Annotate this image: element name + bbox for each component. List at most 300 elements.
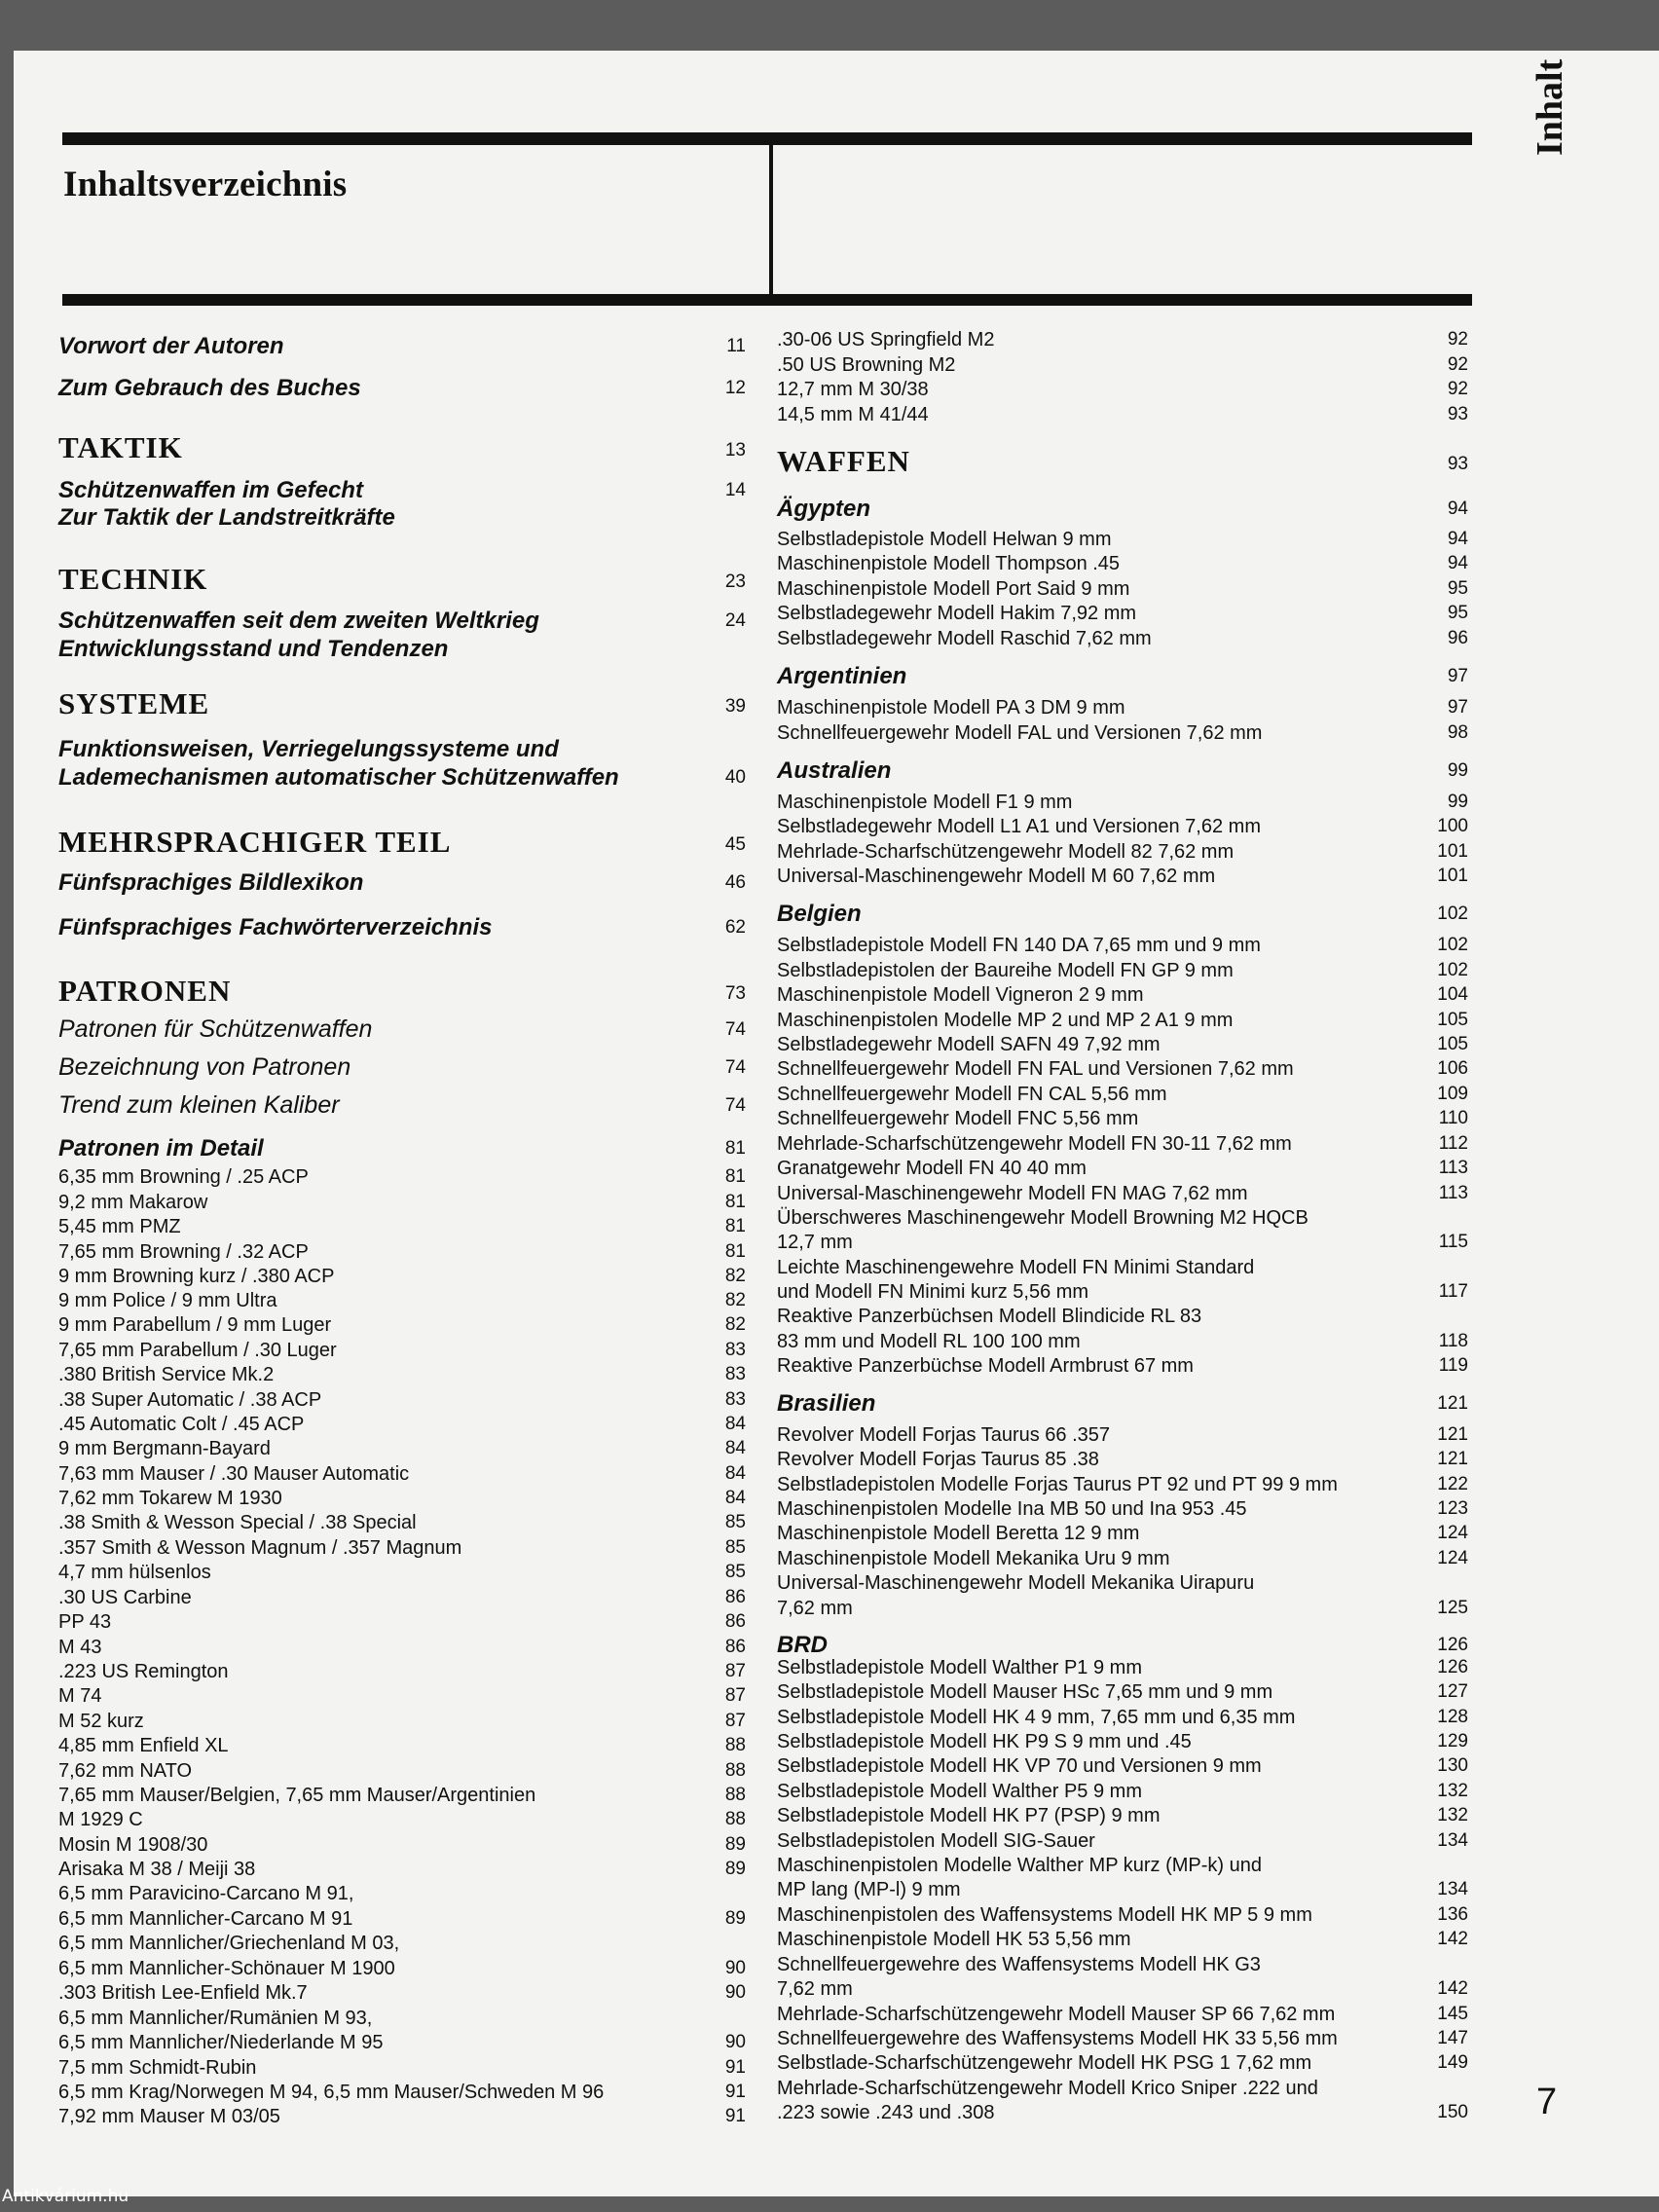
toc-entry — [58, 1290, 746, 1312]
toc-page-number: 129 — [1437, 1731, 1468, 1751]
toc-page-number: 82 — [724, 1266, 746, 1286]
toc-entry-title: PP 43 — [58, 1611, 112, 1633]
toc-page-number: 24 — [724, 610, 746, 631]
toc-page-number: 11 — [726, 336, 746, 356]
toc-entry-title: SYSTEME — [58, 686, 210, 720]
toc-entry-title: Fünfsprachiges Fachwörterverzeichnis — [58, 914, 493, 940]
toc-entry-title: 6,5 mm Mannlicher/Griechenland M 03, — [58, 1933, 400, 1954]
toc-entry-title: 7,62 mm Tokarew M 1930 — [58, 1488, 282, 1509]
toc-entry-title: Arisaka M 38 / Meiji 38 — [58, 1859, 256, 1880]
toc-entry-title: 7,65 mm Browning / .32 ACP — [58, 1241, 309, 1263]
toc-page-number: 102 — [1437, 935, 1468, 955]
toc-subheading — [777, 1632, 1468, 1659]
toc-page-number: 96 — [1447, 628, 1468, 648]
toc-entry-title: Lademechanismen automatischer Schützenwaffen — [58, 764, 619, 791]
toc-entry-title: Maschinenpistole Modell HK 53 5,56 mm — [777, 1929, 1131, 1950]
toc-entry-title: Zum Gebrauch des Buches — [58, 375, 361, 401]
toc-entry — [777, 553, 1468, 575]
toc-entry-title: 83 mm und Modell RL 100 100 mm — [777, 1331, 1081, 1352]
toc-page-number: 147 — [1437, 2028, 1468, 2048]
toc-page-number: 74 — [724, 1095, 746, 1116]
toc-entry-title: 6,5 mm Mannlicher-Carcano M 91 — [58, 1908, 353, 1930]
toc-entry — [58, 1241, 746, 1264]
toc-entry — [777, 935, 1468, 957]
toc-entry-title: Mehrlade-Scharfschützengewehr Modell Krico Sniper .222 und — [777, 2078, 1318, 2099]
toc-page-number: 87 — [724, 1711, 746, 1731]
toc-page-number: 98 — [1447, 722, 1468, 743]
toc-entry — [777, 960, 1468, 982]
toc-entry-title: Selbstladegewehr Modell SAFN 49 7,92 mm — [777, 1034, 1161, 1055]
toc-entry-title: Zur Taktik der Landstreitkräfte — [58, 504, 395, 531]
toc-entry-title: 9 mm Parabellum / 9 mm Luger — [58, 1314, 332, 1336]
toc-page-number: 150 — [1437, 2102, 1468, 2122]
toc-page-number: 126 — [1437, 1635, 1468, 1655]
toc-page-number: 91 — [724, 2106, 746, 2126]
toc-entry-title: 6,5 mm Mannlicher/Rumänien M 93, — [58, 2008, 373, 2029]
toc-entry — [58, 504, 746, 532]
toc-entry-title: 14,5 mm M 41/44 — [777, 404, 929, 425]
toc-entry — [777, 1954, 1468, 1976]
toc-entry-title: Schnellfeuergewehr Modell FAL und Versionen 7,62 mm — [777, 722, 1263, 744]
toc-entry-title: Maschinenpistole Modell Vigneron 2 9 mm — [777, 984, 1144, 1006]
toc-entry — [58, 1015, 746, 1044]
toc-entry-title: Argentinien — [777, 663, 907, 689]
toc-page-number: 121 — [1437, 1449, 1468, 1469]
toc-entry — [777, 816, 1468, 838]
toc-entry-title: Selbstladepistole Modell Walther P1 9 mm — [777, 1657, 1142, 1678]
toc-entry-title: Schützenwaffen im Gefecht — [58, 477, 363, 503]
toc-page-number: 86 — [724, 1611, 746, 1632]
toc-entry-title: Schnellfeuergewehr Modell FN FAL und Versionen 7,62 mm — [777, 1058, 1294, 1080]
toc-page-number: 104 — [1437, 984, 1468, 1005]
top-rule — [62, 132, 1472, 145]
toc-entry — [58, 1091, 746, 1120]
toc-entry — [58, 1266, 746, 1288]
toc-entry — [777, 1548, 1468, 1570]
toc-entry — [58, 2082, 746, 2104]
column-divider — [769, 132, 773, 306]
toc-entry-title: 7,65 mm Mauser/Belgien, 7,65 mm Mauser/Argentinien — [58, 1785, 536, 1806]
toc-entry — [58, 1414, 746, 1436]
toc-page-number: 136 — [1437, 1904, 1468, 1925]
toc-entry — [777, 1805, 1468, 1827]
toc-page-number: 40 — [724, 767, 746, 788]
toc-entry — [58, 1216, 746, 1238]
toc-entry — [777, 1657, 1468, 1679]
toc-entry — [58, 1834, 746, 1857]
toc-entry — [58, 1611, 746, 1634]
toc-entry-title: 6,35 mm Browning / .25 ACP — [58, 1166, 309, 1188]
toc-page-number: 122 — [1437, 1474, 1468, 1494]
toc-page-number: 90 — [724, 2032, 746, 2052]
toc-entry — [777, 379, 1468, 401]
toc-entry — [777, 1830, 1468, 1853]
toc-entry — [58, 1685, 746, 1708]
toc-entry — [58, 2008, 746, 2030]
toc-entry — [777, 329, 1468, 351]
toc-entry-title: Trend zum kleinen Kaliber — [58, 1091, 340, 1119]
toc-entry — [777, 1449, 1468, 1471]
toc-page-number: 89 — [724, 1834, 746, 1855]
toc-page-number: 134 — [1437, 1830, 1468, 1851]
toc-entry-title: 12,7 mm — [777, 1232, 853, 1253]
toc-entry-title: .357 Smith & Wesson Magnum / .357 Magnum — [58, 1537, 462, 1559]
toc-entry — [58, 1982, 746, 2005]
toc-entry — [58, 1314, 746, 1337]
toc-entry — [58, 1053, 746, 1082]
watermark: Antikvárium.hu — [2, 2187, 129, 2206]
toc-entry — [777, 1855, 1468, 1877]
toc-page-number: 124 — [1437, 1523, 1468, 1543]
toc-page-number: 88 — [724, 1785, 746, 1805]
toc-entry-title: 9 mm Bergmann-Bayard — [58, 1438, 271, 1459]
toc-entry — [58, 1637, 746, 1659]
toc-entry-title: Maschinenpistole Modell Thompson .45 — [777, 553, 1121, 574]
toc-page-number: 110 — [1438, 1108, 1468, 1128]
toc-page-number: 88 — [724, 1809, 746, 1829]
toc-page-number: 100 — [1437, 816, 1468, 836]
toc-page-number: 83 — [724, 1364, 746, 1384]
toc-page-number: 81 — [724, 1216, 746, 1236]
toc-entry-title: Maschinenpistolen Modelle Walther MP kurz (MP-k) und — [777, 1855, 1262, 1876]
toc-entry-title: 6,5 mm Krag/Norwegen M 94, 6,5 mm Mauser/Schweden M 96 — [58, 2082, 605, 2103]
toc-subheading — [777, 901, 1468, 928]
toc-entry — [58, 1512, 746, 1534]
toc-entry-title: Entwicklungsstand und Tendenzen — [58, 636, 449, 662]
toc-page-number: 142 — [1437, 1978, 1468, 1999]
toc-entry-title: Bezeichnung von Patronen — [58, 1053, 351, 1081]
toc-page-number: 93 — [1447, 454, 1468, 474]
toc-entry-title: Vorwort der Autoren — [58, 333, 284, 359]
toc-entry — [777, 2102, 1468, 2124]
toc-page-number: 99 — [1447, 760, 1468, 781]
toc-entry-title: Universal-Maschinengewehr Modell Mekanika Uirapuru — [777, 1572, 1255, 1594]
toc-page-number: 145 — [1437, 2004, 1468, 2024]
toc-page-number: 84 — [724, 1438, 746, 1458]
toc-page-number: 93 — [1447, 404, 1468, 424]
toc-entry-title: .38 Smith & Wesson Special / .38 Special — [58, 1512, 417, 1533]
toc-section-heading — [58, 825, 746, 860]
toc-page-number: 86 — [724, 1587, 746, 1607]
toc-page-number: 81 — [724, 1138, 746, 1159]
toc-entry-title: 6,5 mm Mannlicher-Schönauer M 1900 — [58, 1958, 395, 1979]
toc-entry — [777, 1084, 1468, 1106]
toc-entry-title: .30 US Carbine — [58, 1587, 192, 1608]
toc-entry — [58, 1389, 746, 1412]
side-label: Inhalt — [1530, 58, 1570, 156]
toc-page-number: 127 — [1437, 1681, 1468, 1702]
toc-entry — [777, 1879, 1468, 1901]
toc-page-number: 85 — [724, 1512, 746, 1532]
toc-entry — [777, 1355, 1468, 1378]
toc-entry-title: 7,62 mm NATO — [58, 1760, 193, 1782]
toc-page-number: 12 — [724, 378, 746, 398]
toc-section-heading — [58, 430, 746, 465]
toc-entry-title: Selbstladepistole Modell HK P7 (PSP) 9 mm — [777, 1805, 1161, 1826]
toc-entry — [58, 2032, 746, 2054]
toc-entry-title: Selbstladepistole Modell Mauser HSc 7,65 mm und 9 mm — [777, 1681, 1273, 1703]
toc-page-number: 97 — [1447, 697, 1468, 718]
toc-entry — [58, 1760, 746, 1783]
toc-entry — [777, 2052, 1468, 2075]
toc-entry-title: Brasilien — [777, 1390, 876, 1417]
toc-entry-title: Funktionsweisen, Verriegelungssysteme und — [58, 736, 559, 762]
toc-page-number: 83 — [724, 1340, 746, 1360]
toc-page-number: 86 — [724, 1637, 746, 1657]
toc-page-number: 92 — [1447, 379, 1468, 399]
toc-page-number: 95 — [1447, 578, 1468, 599]
toc-entry — [777, 1058, 1468, 1081]
toc-entry-title: 4,7 mm hülsenlos — [58, 1562, 211, 1583]
toc-page-number: 124 — [1437, 1548, 1468, 1568]
toc-entry-title: .30-06 US Springfield M2 — [777, 329, 995, 350]
toc-entry — [777, 792, 1468, 814]
toc-page-number: 105 — [1437, 1034, 1468, 1054]
toc-page-number: 121 — [1437, 1424, 1468, 1445]
toc-entry-title: .303 British Lee-Enfield Mk.7 — [58, 1982, 308, 2004]
toc-entry — [777, 1232, 1468, 1254]
toc-entry — [58, 1785, 746, 1807]
toc-page-number: 112 — [1438, 1133, 1468, 1154]
toc-page-number: 118 — [1438, 1331, 1468, 1351]
toc-page-number: 128 — [1437, 1707, 1468, 1727]
toc-entry-title: Schnellfeuergewehre des Waffensystems Modell HK G3 — [777, 1954, 1261, 1975]
toc-page-number: 90 — [724, 1958, 746, 1978]
toc-entry — [777, 1424, 1468, 1447]
toc-entry-title: .45 Automatic Colt / .45 ACP — [58, 1414, 305, 1435]
toc-page-number: 87 — [724, 1661, 746, 1681]
toc-entry-title: MP lang (MP-l) 9 mm — [777, 1879, 961, 1900]
toc-page-number: 73 — [724, 983, 746, 1004]
toc-entry-title: Maschinenpistole Modell Beretta 12 9 mm — [777, 1523, 1140, 1544]
toc-page-number: 149 — [1437, 2052, 1468, 2073]
toc-page-number: 99 — [1447, 792, 1468, 812]
toc-entry — [777, 1108, 1468, 1130]
toc-page-number: 105 — [1437, 1010, 1468, 1030]
toc-page-number: 81 — [724, 1192, 746, 1212]
toc-entry — [777, 1207, 1468, 1230]
toc-page-number: 119 — [1438, 1355, 1468, 1376]
toc-entry — [777, 1523, 1468, 1545]
toc-entry-title: Schnellfeuergewehr Modell FNC 5,56 mm — [777, 1108, 1139, 1129]
toc-page-number: 23 — [724, 571, 746, 592]
toc-entry — [777, 866, 1468, 888]
toc-page-number: 84 — [724, 1463, 746, 1484]
toc-entry — [58, 1537, 746, 1560]
toc-entry-title: 7,92 mm Mauser M 03/05 — [58, 2106, 280, 2127]
toc-page-number: 84 — [724, 1488, 746, 1508]
toc-page-number: 126 — [1437, 1657, 1468, 1677]
page-number: 7 — [1536, 2082, 1558, 2122]
toc-entry-title: Maschinenpistole Modell PA 3 DM 9 mm — [777, 697, 1125, 719]
toc-entry-title: Mehrlade-Scharfschützengewehr Modell FN 30-11 7,62 mm — [777, 1133, 1292, 1155]
toc-page-number: 142 — [1437, 1929, 1468, 1949]
toc-entry-title: Selbstladepistole Modell HK 4 9 mm, 7,65 mm und 6,35 mm — [777, 1707, 1296, 1728]
toc-page-number: 92 — [1447, 354, 1468, 375]
toc-entry-title: Mehrlade-Scharfschützengewehr Modell 82 7,62 mm — [777, 841, 1235, 863]
toc-entry-title: M 74 — [58, 1685, 102, 1707]
toc-entry — [58, 1958, 746, 1980]
toc-page-number: 132 — [1437, 1781, 1468, 1801]
toc-entry — [777, 1707, 1468, 1729]
toc-page-number: 74 — [724, 1019, 746, 1040]
toc-page-number: 89 — [724, 1859, 746, 1879]
toc-subheading — [58, 1135, 746, 1162]
toc-entry-title: Reaktive Panzerbüchse Modell Armbrust 67 mm — [777, 1355, 1194, 1377]
toc-page-number: 125 — [1437, 1598, 1468, 1618]
toc-entry — [777, 1781, 1468, 1803]
toc-entry-title: Patronen für Schützenwaffen — [58, 1015, 373, 1043]
toc-entry-title: Mosin M 1908/30 — [58, 1834, 208, 1856]
toc-entry — [58, 2106, 746, 2128]
toc-page-number: 113 — [1438, 1183, 1468, 1203]
toc-page-number: 87 — [724, 1685, 746, 1706]
toc-entry-title: Selbstladepistolen der Baureihe Modell FN GP 9 mm — [777, 960, 1234, 981]
toc-page-number: 83 — [724, 1389, 746, 1410]
toc-entry — [777, 1978, 1468, 2001]
toc-entry-title: 7,63 mm Mauser / .30 Mauser Automatic — [58, 1463, 410, 1485]
toc-page-number: 88 — [724, 1760, 746, 1781]
toc-entry-title: Australien — [777, 757, 892, 784]
header-bottom-rule — [62, 294, 1472, 306]
toc-entry-title: Patronen im Detail — [58, 1135, 264, 1161]
toc-entry — [777, 1498, 1468, 1521]
toc-entry-title: Selbstladepistole Modell HK P9 S 9 mm und .45 — [777, 1731, 1192, 1752]
toc-entry — [777, 841, 1468, 864]
toc-page-number: 91 — [724, 2057, 746, 2078]
toc-entry — [777, 1133, 1468, 1156]
toc-page-number: 82 — [724, 1314, 746, 1335]
toc-entry — [777, 529, 1468, 551]
toc-entry — [58, 2057, 746, 2080]
toc-page-number: 89 — [724, 1908, 746, 1929]
toc-entry-title: Maschinenpistole Modell Port Said 9 mm — [777, 578, 1130, 600]
toc-page-number: 81 — [724, 1241, 746, 1262]
toc-entry — [58, 1908, 746, 1931]
toc-entry — [777, 354, 1468, 377]
toc-entry — [58, 1192, 746, 1214]
toc-entry — [777, 1010, 1468, 1032]
toc-entry-title: und Modell FN Minimi kurz 5,56 mm — [777, 1281, 1089, 1303]
toc-entry-title: Granatgewehr Modell FN 40 40 mm — [777, 1158, 1087, 1179]
toc-entry-title: Selbstladegewehr Modell Hakim 7,92 mm — [777, 603, 1137, 624]
toc-section-heading — [58, 562, 746, 597]
page-title: Inhaltsverzeichnis — [63, 165, 348, 204]
toc-entry — [777, 628, 1468, 650]
toc-entry-title: Fünfsprachiges Bildlexikon — [58, 869, 364, 896]
toc-page-number: 132 — [1437, 1805, 1468, 1825]
toc-entry-title: 7,5 mm Schmidt-Rubin — [58, 2057, 257, 2079]
toc-page-number: 106 — [1437, 1058, 1468, 1079]
toc-page-number: 97 — [1447, 666, 1468, 686]
toc-entry-title: Schnellfeuergewehr Modell FN CAL 5,56 mm — [777, 1084, 1167, 1105]
toc-page-number: 84 — [724, 1414, 746, 1434]
toc-entry-title: MEHRSPRACHIGER TEIL — [58, 825, 452, 859]
toc-entry-title: 6,5 mm Mannlicher/Niederlande M 95 — [58, 2032, 384, 2053]
toc-page-number: 102 — [1437, 903, 1468, 924]
toc-entry-title: Reaktive Panzerbüchsen Modell Blindicide RL 83 — [777, 1306, 1202, 1327]
toc-entry — [777, 1281, 1468, 1304]
toc-entry-title: .50 US Browning M2 — [777, 354, 956, 376]
toc-entry — [58, 914, 746, 941]
toc-subheading — [777, 663, 1468, 690]
toc-entry — [777, 1158, 1468, 1180]
toc-entry — [777, 1598, 1468, 1620]
toc-entry — [777, 603, 1468, 625]
toc-page-number: 113 — [1438, 1158, 1468, 1178]
toc-entry-title: Überschweres Maschinengewehr Modell Browning M2 HQCB — [777, 1207, 1309, 1229]
toc-entry-title: Selbstladepistole Modell HK VP 70 und Versionen 9 mm — [777, 1755, 1262, 1777]
toc-entry-title: TECHNIK — [58, 562, 208, 596]
toc-entry — [58, 1438, 746, 1460]
toc-page-number: 130 — [1437, 1755, 1468, 1776]
toc-entry — [58, 764, 746, 792]
toc-entry-title: Selbstladegewehr Modell Raschid 7,62 mm — [777, 628, 1152, 649]
toc-entry-title: .380 British Service Mk.2 — [58, 1364, 275, 1385]
toc-entry-title: Selbstlade-Scharfschützengewehr Modell HK PSG 1 7,62 mm — [777, 2052, 1312, 2074]
toc-entry-title: 4,85 mm Enfield XL — [58, 1735, 229, 1756]
toc-section-heading — [777, 444, 1468, 479]
toc-entry — [777, 722, 1468, 745]
toc-entry-title: Maschinenpistole Modell Mekanika Uru 9 mm — [777, 1548, 1170, 1569]
toc-page-number: 102 — [1437, 960, 1468, 980]
toc-entry-title: Maschinenpistole Modell F1 9 mm — [777, 792, 1073, 813]
toc-page-number: 94 — [1447, 553, 1468, 573]
toc-page-number: 13 — [724, 440, 746, 461]
toc-entry — [58, 1661, 746, 1683]
toc-section-heading — [58, 686, 746, 721]
toc-page-number: 95 — [1447, 603, 1468, 623]
toc-entry-title: 7,65 mm Parabellum / .30 Luger — [58, 1340, 337, 1361]
toc-entry-title: Leichte Maschinengewehre Modell FN Minimi Standard — [777, 1257, 1255, 1278]
toc-page-number: 123 — [1437, 1498, 1468, 1519]
toc-page-number: 45 — [724, 834, 746, 855]
toc-entry — [58, 1735, 746, 1757]
toc-entry-title: 9,2 mm Makarow — [58, 1192, 208, 1213]
toc-page-number: 62 — [724, 917, 746, 938]
toc-entry — [777, 1731, 1468, 1753]
toc-entry-title: Selbstladepistolen Modell SIG-Sauer — [777, 1830, 1095, 1852]
toc-page-number: 109 — [1437, 1084, 1468, 1104]
toc-page-number: 90 — [724, 1982, 746, 2003]
toc-entry-title: Revolver Modell Forjas Taurus 66 .357 — [777, 1424, 1111, 1446]
toc-entry-title: 9 mm Police / 9 mm Ultra — [58, 1290, 277, 1311]
toc-entry — [58, 1488, 746, 1510]
toc-entry-title: Selbstladepistole Modell Walther P5 9 mm — [777, 1781, 1142, 1802]
toc-entry-title: .223 sowie .243 und .308 — [777, 2102, 995, 2123]
toc-page-number: 101 — [1437, 866, 1468, 886]
toc-entry-title: Selbstladepistole Modell Helwan 9 mm — [777, 529, 1112, 550]
toc-page-number: 117 — [1438, 1281, 1468, 1302]
toc-entry-title: .38 Super Automatic / .38 ACP — [58, 1389, 322, 1411]
toc-entry-title: .223 US Remington — [58, 1661, 229, 1682]
toc-entry — [777, 2028, 1468, 2050]
toc-entry-title: 12,7 mm M 30/38 — [777, 379, 929, 400]
toc-entry — [777, 578, 1468, 601]
toc-entry-title: Selbstladepistole Modell FN 140 DA 7,65 mm und 9 mm — [777, 935, 1261, 956]
toc-entry — [58, 608, 746, 635]
toc-entry-title: Schützenwaffen seit dem zweiten Weltkrieg — [58, 608, 539, 634]
toc-page-number: 91 — [724, 2082, 746, 2102]
toc-entry — [58, 1562, 746, 1584]
toc-entry — [58, 1883, 746, 1905]
toc-entry-title: 9 mm Browning kurz / .380 ACP — [58, 1266, 335, 1287]
toc-entry — [58, 1463, 746, 1486]
toc-entry-title: Maschinenpistolen Modelle MP 2 und MP 2 A1 9 mm — [777, 1010, 1234, 1031]
toc-page-number: 121 — [1437, 1393, 1468, 1414]
toc-subheading — [777, 496, 1468, 523]
toc-page-number: 46 — [724, 872, 746, 893]
